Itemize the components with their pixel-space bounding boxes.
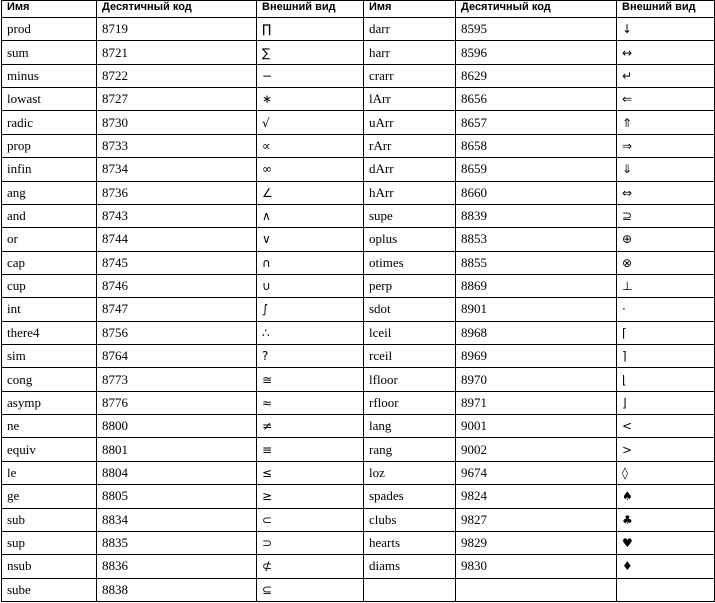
entity-name-cell: asymp bbox=[2, 391, 97, 414]
decimal-code-cell: 8853 bbox=[456, 228, 617, 251]
glyph-cell: ≈ bbox=[257, 391, 364, 414]
glyph-cell: ⌉ bbox=[617, 345, 715, 368]
decimal-code-cell: 8834 bbox=[97, 508, 257, 531]
entity-name-cell: prod bbox=[2, 18, 97, 41]
entity-name-cell: ang bbox=[2, 181, 97, 204]
glyph-cell: ⌋ bbox=[617, 391, 715, 414]
table-row bbox=[2, 204, 715, 227]
decimal-code-cell: 8745 bbox=[97, 251, 257, 274]
decimal-code-cell: 8657 bbox=[456, 111, 617, 134]
table-row bbox=[2, 41, 715, 64]
glyph-cell: ∪ bbox=[257, 274, 364, 297]
entity-name-cell: clubs bbox=[364, 508, 456, 531]
header-glyph-right: Внешний вид bbox=[617, 1, 715, 18]
glyph-cell: ∩ bbox=[257, 251, 364, 274]
entity-name-cell: radic bbox=[2, 111, 97, 134]
glyph-cell: − bbox=[257, 64, 364, 87]
decimal-code-cell: 8804 bbox=[97, 461, 257, 484]
table-row bbox=[2, 415, 715, 438]
decimal-code-cell: 8722 bbox=[97, 64, 257, 87]
decimal-code-cell: 8747 bbox=[97, 298, 257, 321]
entity-name-cell: le bbox=[2, 461, 97, 484]
decimal-code-cell: 9674 bbox=[456, 461, 617, 484]
decimal-code-cell: 8659 bbox=[456, 158, 617, 181]
decimal-code-cell: 8901 bbox=[456, 298, 617, 321]
entity-name-cell: rfloor bbox=[364, 391, 456, 414]
glyph-cell: ∑ bbox=[257, 41, 364, 64]
decimal-code-cell: 8764 bbox=[97, 345, 257, 368]
entity-name-cell: infin bbox=[2, 158, 97, 181]
entity-name-cell: minus bbox=[2, 64, 97, 87]
decimal-code-cell: 8727 bbox=[97, 88, 257, 111]
glyph-cell: ♠ bbox=[617, 485, 715, 508]
decimal-code-cell: 8660 bbox=[456, 181, 617, 204]
entity-name-cell: lang bbox=[364, 415, 456, 438]
decimal-code-cell: 8855 bbox=[456, 251, 617, 274]
entity-name-cell: there4 bbox=[2, 321, 97, 344]
entity-name-cell: int bbox=[2, 298, 97, 321]
entity-name-cell: nsub bbox=[2, 555, 97, 578]
table-row bbox=[2, 438, 715, 461]
decimal-code-cell: 8595 bbox=[456, 18, 617, 41]
decimal-code-cell: 9001 bbox=[456, 415, 617, 438]
decimal-code-cell: 8744 bbox=[97, 228, 257, 251]
table-row bbox=[2, 321, 715, 344]
entity-name-cell: sum bbox=[2, 41, 97, 64]
decimal-code-cell: 8658 bbox=[456, 134, 617, 157]
table-row bbox=[2, 134, 715, 157]
glyph-cell: ⇐ bbox=[617, 88, 715, 111]
glyph-cell: ≥ bbox=[257, 485, 364, 508]
table-row bbox=[2, 485, 715, 508]
glyph-cell: ↵ bbox=[617, 64, 715, 87]
decimal-code-cell: 8721 bbox=[97, 41, 257, 64]
entity-name-cell: rceil bbox=[364, 345, 456, 368]
glyph-cell: ⊇ bbox=[617, 204, 715, 227]
glyph-cell: > bbox=[617, 438, 715, 461]
header-name-left: Имя bbox=[2, 1, 97, 18]
decimal-code-cell: 9827 bbox=[456, 508, 617, 531]
decimal-code-cell: 8719 bbox=[97, 18, 257, 41]
glyph-cell: ⊗ bbox=[617, 251, 715, 274]
glyph-cell: ∗ bbox=[257, 88, 364, 111]
glyph-cell: ⊆ bbox=[257, 578, 364, 601]
table-body bbox=[2, 18, 715, 602]
decimal-code-cell: 9002 bbox=[456, 438, 617, 461]
table-row bbox=[2, 274, 715, 297]
entity-name-cell: sim bbox=[2, 345, 97, 368]
entity-name-cell: lfloor bbox=[364, 368, 456, 391]
glyph-cell: ⊥ bbox=[617, 274, 715, 297]
decimal-code-cell: 8839 bbox=[456, 204, 617, 227]
decimal-code-cell: 8969 bbox=[456, 345, 617, 368]
decimal-code-cell: 8776 bbox=[97, 391, 257, 414]
entity-name-cell: sube bbox=[2, 578, 97, 601]
decimal-code-cell: 8971 bbox=[456, 391, 617, 414]
glyph-cell: ⇓ bbox=[617, 158, 715, 181]
glyph-cell: ⊕ bbox=[617, 228, 715, 251]
table-row bbox=[2, 531, 715, 554]
entity-name-cell: sdot bbox=[364, 298, 456, 321]
decimal-code-cell: 8838 bbox=[97, 578, 257, 601]
entity-name-cell: and bbox=[2, 204, 97, 227]
glyph-cell: ∝ bbox=[257, 134, 364, 157]
header-glyph-left: Внешний вид bbox=[257, 1, 364, 18]
decimal-code-cell: 8756 bbox=[97, 321, 257, 344]
entity-name-cell: rArr bbox=[364, 134, 456, 157]
entity-name-cell: equiv bbox=[2, 438, 97, 461]
glyph-cell: ↔ bbox=[617, 41, 715, 64]
entity-name-cell: dArr bbox=[364, 158, 456, 181]
table-row bbox=[2, 391, 715, 414]
entity-name-cell: loz bbox=[364, 461, 456, 484]
entity-name-cell: lceil bbox=[364, 321, 456, 344]
entity-name-cell: cup bbox=[2, 274, 97, 297]
glyph-cell: ⇑ bbox=[617, 111, 715, 134]
glyph-cell: ∧ bbox=[257, 204, 364, 227]
table-row bbox=[2, 298, 715, 321]
decimal-code-cell: 8970 bbox=[456, 368, 617, 391]
table-row bbox=[2, 251, 715, 274]
entity-name-cell: supe bbox=[364, 204, 456, 227]
decimal-code-cell bbox=[456, 578, 617, 601]
table-row bbox=[2, 64, 715, 87]
entity-table bbox=[1, 0, 715, 602]
glyph-cell: ⌈ bbox=[617, 321, 715, 344]
entity-name-cell: hearts bbox=[364, 531, 456, 554]
entity-name-cell: or bbox=[2, 228, 97, 251]
glyph-cell: ⊂ bbox=[257, 508, 364, 531]
decimal-code-cell: 8773 bbox=[97, 368, 257, 391]
entity-name-cell: cap bbox=[2, 251, 97, 274]
entity-name-cell: perp bbox=[364, 274, 456, 297]
decimal-code-cell: 8629 bbox=[456, 64, 617, 87]
decimal-code-cell: 8746 bbox=[97, 274, 257, 297]
entity-name-cell: crarr bbox=[364, 64, 456, 87]
entity-name-cell: spades bbox=[364, 485, 456, 508]
glyph-cell: ↓ bbox=[617, 18, 715, 41]
decimal-code-cell: 8730 bbox=[97, 111, 257, 134]
decimal-code-cell: 8968 bbox=[456, 321, 617, 344]
decimal-code-cell: 8734 bbox=[97, 158, 257, 181]
entity-name-cell: sup bbox=[2, 531, 97, 554]
table-row bbox=[2, 18, 715, 41]
decimal-code-cell: 8805 bbox=[97, 485, 257, 508]
decimal-code-cell: 8596 bbox=[456, 41, 617, 64]
decimal-code-cell: 8800 bbox=[97, 415, 257, 438]
header-code-left: Десятичный код bbox=[97, 1, 257, 18]
entity-name-cell: harr bbox=[364, 41, 456, 64]
table-row bbox=[2, 181, 715, 204]
table-row bbox=[2, 508, 715, 531]
glyph-cell: ∨ bbox=[257, 228, 364, 251]
table-row bbox=[2, 88, 715, 111]
glyph-cell: ≅ bbox=[257, 368, 364, 391]
decimal-code-cell: 8733 bbox=[97, 134, 257, 157]
entity-name-cell: prop bbox=[2, 134, 97, 157]
entity-name-cell: hArr bbox=[364, 181, 456, 204]
glyph-cell: < bbox=[617, 415, 715, 438]
entity-name-cell: sub bbox=[2, 508, 97, 531]
glyph-cell: ♦ bbox=[617, 555, 715, 578]
entity-name-cell bbox=[364, 578, 456, 601]
entity-name-cell: oplus bbox=[364, 228, 456, 251]
header-name-right: Имя bbox=[364, 1, 456, 18]
entity-name-cell: diams bbox=[364, 555, 456, 578]
decimal-code-cell: 8656 bbox=[456, 88, 617, 111]
entity-name-cell: ne bbox=[2, 415, 97, 438]
glyph-cell: ⊃ bbox=[257, 531, 364, 554]
glyph-cell: ≠ bbox=[257, 415, 364, 438]
glyph-cell: ∫ bbox=[257, 298, 364, 321]
glyph-cell: ∏ bbox=[257, 18, 364, 41]
entity-name-cell: uArr bbox=[364, 111, 456, 134]
table-row bbox=[2, 345, 715, 368]
glyph-cell: ⊄ bbox=[257, 555, 364, 578]
glyph-cell: ⌊ bbox=[617, 368, 715, 391]
entity-name-cell: otimes bbox=[364, 251, 456, 274]
glyph-cell: ∞ bbox=[257, 158, 364, 181]
entity-name-cell: darr bbox=[364, 18, 456, 41]
glyph-cell: √ bbox=[257, 111, 364, 134]
decimal-code-cell: 8836 bbox=[97, 555, 257, 578]
decimal-code-cell: 9824 bbox=[456, 485, 617, 508]
decimal-code-cell: 8801 bbox=[97, 438, 257, 461]
decimal-code-cell: 9830 bbox=[456, 555, 617, 578]
decimal-code-cell: 9829 bbox=[456, 531, 617, 554]
decimal-code-cell: 8736 bbox=[97, 181, 257, 204]
glyph-cell bbox=[617, 578, 715, 601]
table-row bbox=[2, 555, 715, 578]
glyph-cell: ◊ bbox=[617, 461, 715, 484]
decimal-code-cell: 8869 bbox=[456, 274, 617, 297]
glyph-cell: ⇒ bbox=[617, 134, 715, 157]
header-code-right: Десятичный код bbox=[456, 1, 617, 18]
glyph-cell: ⋅ bbox=[617, 298, 715, 321]
glyph-cell: ≡ bbox=[257, 438, 364, 461]
glyph-cell: ♣ bbox=[617, 508, 715, 531]
entity-name-cell: lowast bbox=[2, 88, 97, 111]
table-row bbox=[2, 111, 715, 134]
entity-name-cell: cong bbox=[2, 368, 97, 391]
table-header-row bbox=[2, 1, 715, 18]
glyph-cell: ♥ bbox=[617, 531, 715, 554]
entity-name-cell: lArr bbox=[364, 88, 456, 111]
decimal-code-cell: 8743 bbox=[97, 204, 257, 227]
glyph-cell: ∠ bbox=[257, 181, 364, 204]
decimal-code-cell: 8835 bbox=[97, 531, 257, 554]
glyph-cell: ∴ bbox=[257, 321, 364, 344]
entity-name-cell: ge bbox=[2, 485, 97, 508]
table-row bbox=[2, 368, 715, 391]
glyph-cell: ≤ bbox=[257, 461, 364, 484]
glyph-cell: ⇔ bbox=[617, 181, 715, 204]
table-row bbox=[2, 228, 715, 251]
table-row bbox=[2, 461, 715, 484]
table-row bbox=[2, 158, 715, 181]
glyph-cell: ? bbox=[257, 345, 364, 368]
entity-name-cell: rang bbox=[364, 438, 456, 461]
table-row bbox=[2, 578, 715, 601]
